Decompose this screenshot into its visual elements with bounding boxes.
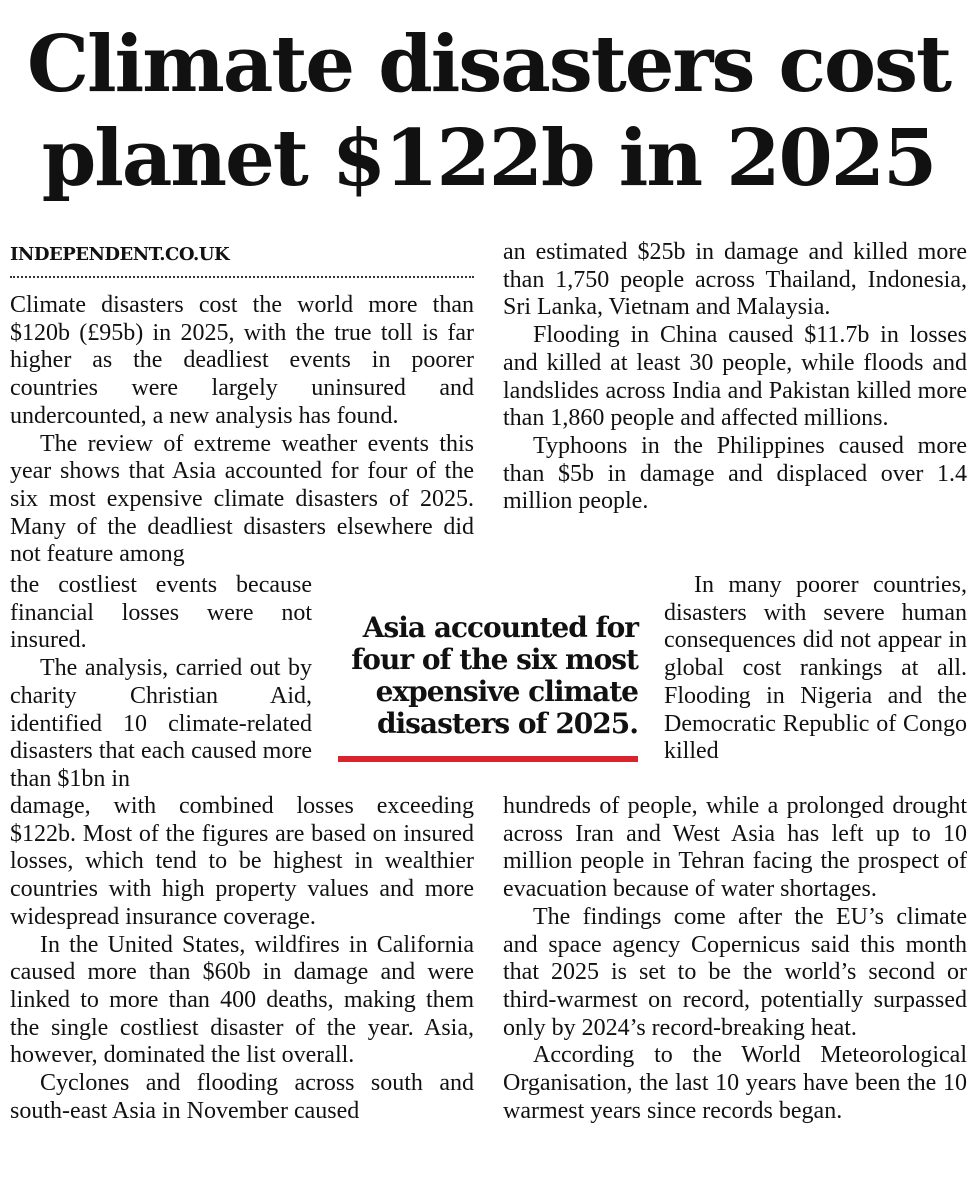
paragraph-continued: hundreds of people, while a prolonged drought across Iran and West Asia has left up to 10 million people in Tehran facing the prospect of evacuation because of water shortages. [503,793,967,903]
paragraph: Flooding in China caused $11.7b in losses and killed at least 30 people, while floods and landslides across India and Pakistan killed more than 1,860 people and affected millions. [503,322,967,432]
paragraph-continued: damage, with combined losses exceeding $122b. Most of the figures are based on insured losses, which tend to be highest in wealthier countries with high property values and more widespread insurance coverage. [10,793,474,930]
paragraph: In many poorer countries, disasters with severe human consequences did not appear in global cost rankings at all. Flooding in Nigeria and the Democratic Republic of Congo killed [664,572,967,765]
pull-quote: Asia accounted for four of the six most expensive climate disasters of 2025. [351,611,638,740]
paragraph-continued: an estimated $25b in damage and killed more than 1,750 people across Thailand, Indonesia, Sri Lanka, Vietnam and Malaysia. [503,239,967,321]
headline [0,18,977,206]
left-column-top [10,292,474,569]
byline: INDEPENDENT.CO.UK [10,242,474,278]
headline-line-2: planet $122b in 2025 [41,113,936,204]
left-column-bottom [10,793,474,1125]
right-column-top [503,239,967,516]
paragraph: Typhoons in the Philippines caused more than $5b in damage and displaced over 1.4 million people. [503,432,967,515]
right-column-wrap [664,572,967,766]
headline-line-1: Climate disasters cost [26,19,951,110]
pull-quote-rule [338,756,638,762]
paragraph: Climate disasters cost the world more than $120b (£95b) in 2025, with the true toll is far higher as the deadliest events in poorer countries were largely uninsured and undercounted, a new analysis has found. [10,292,474,429]
paragraph: In the United States, wildfires in California caused more than $60b in damage and were linked to more than 400 deaths, making them the single costliest disaster of the year. Asia, however, dominated the list overall. [10,931,474,1069]
paragraph-continued: the costliest events because financial losses were not insured. [10,572,312,654]
paragraph: Cyclones and flooding across south and south-east Asia in November caused [10,1070,474,1124]
right-column-bottom [503,793,967,1125]
paragraph: The analysis, carried out by charity Christian Aid, identified 10 climate-related disasters that each caused more than $1bn in [10,655,312,792]
left-column-wrap [10,572,312,794]
paragraph: According to the World Meteorological Organisation, the last 10 years have been the 10 warmest years since records began. [503,1042,967,1124]
paragraph: The findings come after the EU’s climate and space agency Copernicus said this month that 2025 is set to be the world’s second or third-warmest on record, potentially surpassed only by 2024’s record-breaking heat. [503,903,967,1041]
paragraph: The review of extreme weather events this year shows that Asia accounted for four of the six most expensive climate disasters of 2025. Many of the deadliest disasters elsewhere did not feature among [10,430,474,568]
